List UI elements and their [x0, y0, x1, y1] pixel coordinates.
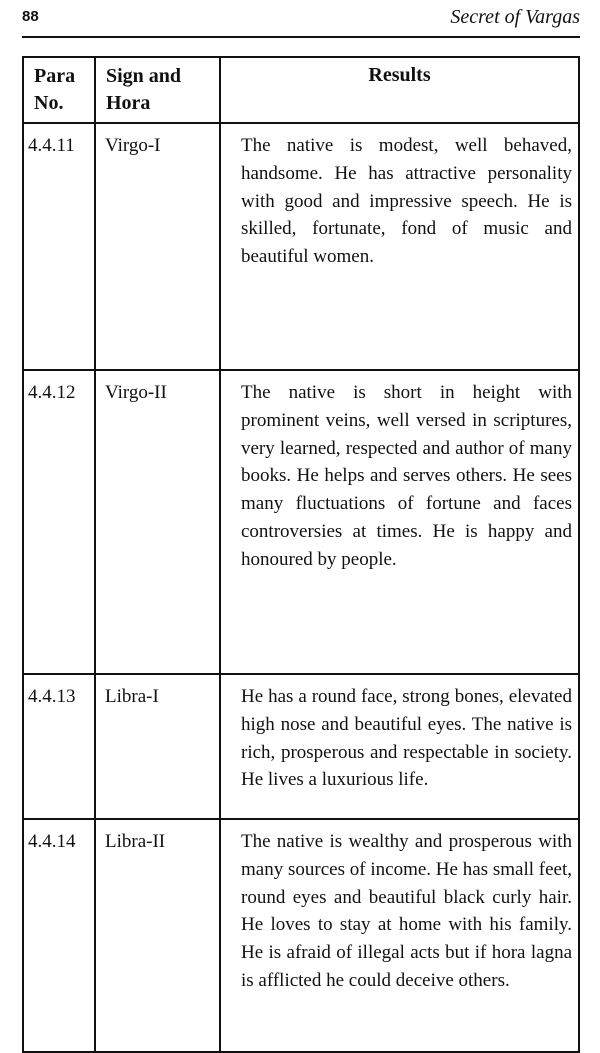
table-row: [23, 370, 579, 674]
table-row: [23, 674, 579, 819]
sign-hora: Libra-II: [105, 831, 166, 852]
page-number: 88: [22, 8, 39, 25]
header-rule: [22, 36, 580, 38]
sign-hora: Virgo-II: [105, 382, 167, 403]
result-text: The native is modest, well behaved, handsome. He has attractive personality with good and impressive speech. He is skilled, fortunate, fond of music and beautiful women.: [241, 135, 572, 268]
sign-hora-cell: [95, 370, 220, 674]
para-number: 4.4.13: [28, 686, 76, 707]
results-table: [22, 56, 580, 1053]
table-header-row: [23, 57, 579, 123]
header-sign-line2: Hora: [106, 92, 151, 114]
para-number-cell: [23, 123, 95, 370]
sign-hora: Virgo-I: [105, 135, 161, 156]
result-cell: [220, 674, 579, 819]
para-number-cell: [23, 819, 95, 1052]
para-number: 4.4.14: [28, 831, 76, 852]
para-number: 4.4.12: [28, 382, 76, 403]
header-results: [220, 57, 579, 123]
table-row: [23, 123, 579, 370]
result-text: The native is short in height with prominent veins, well versed in scriptures, very learned, respected and author of many books. He helps and serves others. He sees many fluctuations of fortune and faces controversies at times. He is happy and honoured by people.: [241, 382, 572, 570]
header-para-line2: No.: [34, 92, 64, 114]
sign-hora-cell: [95, 819, 220, 1052]
sign-hora-cell: [95, 674, 220, 819]
header-para-no: [23, 57, 95, 123]
running-head: Secret of Vargas: [450, 6, 580, 28]
header-sign-line1: Sign and: [106, 65, 182, 87]
page-header: [22, 6, 580, 32]
result-text: He has a round face, strong bones, elevated high nose and beautiful eyes. The native is rich, prosperous and respectable in society. He lives a luxurious life.: [241, 686, 572, 791]
result-cell: [220, 123, 579, 370]
sign-hora-cell: [95, 123, 220, 370]
table-row: [23, 819, 579, 1052]
sign-hora: Libra-I: [105, 686, 159, 707]
result-cell: [220, 370, 579, 674]
result-text: The native is wealthy and prosperous with many sources of income. He has small feet, round eyes and beautiful black curly hair. He loves to stay at home with his family. He is afraid of illegal acts but if hora lagna is afflicted he could deceive others.: [241, 831, 572, 991]
para-number-cell: [23, 674, 95, 819]
header-sign-hora: [95, 57, 220, 123]
result-cell: [220, 819, 579, 1052]
header-para-line1: Para: [34, 65, 76, 87]
header-results-label: Results: [368, 64, 431, 86]
para-number-cell: [23, 370, 95, 674]
para-number: 4.4.11: [28, 135, 75, 156]
